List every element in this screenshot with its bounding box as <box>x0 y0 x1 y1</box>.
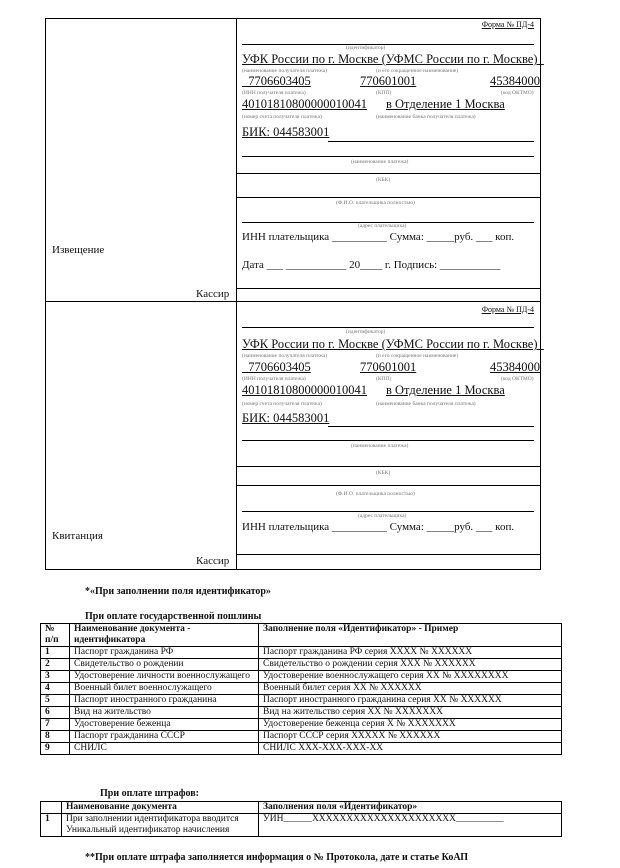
pd4-form <box>45 18 544 570</box>
cell: Вид на жительство серия XX № XXXXXXX <box>259 707 562 719</box>
notice-label: Извещение <box>52 244 105 256</box>
identifier-line <box>242 327 534 328</box>
recipient: УФК России по г. Москве (УФМС России по г. Москве)_ <box>242 52 544 66</box>
cell: 9 <box>41 743 70 755</box>
header-example: Заполнения поля «Идентификатор» <box>259 802 562 814</box>
cell: При заполнении идентификатора вводится Уникальный идентификатор начисления <box>62 814 259 837</box>
cell: 7 <box>41 719 70 731</box>
table-header <box>41 624 562 647</box>
caption-address: (адрес плательщика) <box>358 223 407 229</box>
table-header <box>41 802 562 814</box>
row-divider <box>236 466 540 467</box>
recipient-inn: _7706603405 <box>242 360 311 374</box>
cashier-label: Кассир <box>196 555 230 567</box>
cell: Удостоверение личности военнослужащего <box>70 671 259 683</box>
account-number: 40101810800000010041 <box>242 97 367 111</box>
cell: 5 <box>41 695 70 707</box>
table-row <box>41 814 562 837</box>
oktmo: 45384000 <box>490 74 540 88</box>
bank-name: в Отделение 1 Москва <box>386 383 505 397</box>
fines-table <box>40 801 562 837</box>
table-row <box>41 719 562 731</box>
caption-kbk: (КБК) <box>376 177 391 183</box>
caption-recipient: (наименование получателя платежа) <box>242 68 328 74</box>
header-example: Заполнение поля «Идентификатор» - Пример <box>259 624 562 647</box>
cell: Паспорт СССР серия XXXXX № XXXXXX <box>259 731 562 743</box>
caption-inn: (ИНН получателя платежа) <box>242 90 306 96</box>
cashier-label: Кассир <box>196 288 230 300</box>
recipient: УФК России по г. Москве (УФМС России по г. Москве)_ <box>242 337 544 351</box>
caption-oktmo: (код ОКТМО) <box>501 376 534 382</box>
caption-account: (номер счета получателя платежа) <box>242 114 322 120</box>
caption-kpp: (КПП) <box>376 376 392 382</box>
row-divider <box>236 173 540 174</box>
cell: 4 <box>41 683 70 695</box>
table-row <box>41 683 562 695</box>
caption-short-name: (и его сокращенное наименование) <box>376 353 459 359</box>
cell: 6 <box>41 707 70 719</box>
cell: Паспорт иностранного гражданина серия XX № XXXXXX <box>259 695 562 707</box>
caption-payment: (наименование платежа) <box>351 443 409 449</box>
oktmo: 45384000 <box>490 360 540 374</box>
footer-note: **При оплате штрафа заполняется информация о № Протокола, дате и статье КоАП <box>85 852 469 863</box>
row-divider <box>236 554 540 555</box>
table-row <box>41 695 562 707</box>
bik: БИК: 044583001 <box>242 125 330 139</box>
row-divider <box>236 485 540 486</box>
payer-inn-sum[interactable]: ИНН плательщика __________ Сумма: _____руб. ___ коп. <box>242 521 515 533</box>
divider <box>236 19 237 301</box>
caption-oktmo: (код ОКТМО) <box>501 90 534 96</box>
cell: Паспорт гражданина СССР <box>70 731 259 743</box>
header-number <box>41 802 62 814</box>
header-number: № п/п <box>41 624 70 647</box>
table-row <box>41 731 562 743</box>
cell: Паспорт гражданина РФ <box>70 647 259 659</box>
receipt-section <box>46 301 544 569</box>
recipient-kpp: 770601001 <box>360 74 417 88</box>
divider <box>236 301 237 569</box>
caption-short-name: (и его сокращенное наименование) <box>376 68 459 74</box>
identifier-line <box>242 44 534 45</box>
form-number: Форма № ПД-4 <box>481 20 534 29</box>
table-row <box>41 707 562 719</box>
receipt-label: Квитанция <box>52 530 103 542</box>
cell: СНИЛС XXX-XXX-XXX-XX <box>259 743 562 755</box>
cell: СНИЛС <box>70 743 259 755</box>
header-document: Наименование документа <box>62 802 259 814</box>
caption-fio: (Ф.И.О. плательщика полностью) <box>336 491 415 497</box>
caption-bank: (наименование банка получателя платежа) <box>376 114 476 120</box>
bik-line <box>328 141 534 142</box>
form-number: Форма № ПД-4 <box>481 305 534 314</box>
fines-title: При оплате штрафов: <box>100 788 200 799</box>
table-row <box>41 743 562 755</box>
date-signature[interactable]: Дата ___ ___________ 20____ г. Подпись: ___________ <box>242 259 501 271</box>
bank-name: в Отделение 1 Москва <box>386 97 505 111</box>
cell: Военный билет серия XX № XXXXXX <box>259 683 562 695</box>
cell: Удостоверение беженца серия X № XXXXXXX <box>259 719 562 731</box>
recipient-inn: _7706603405 <box>242 74 311 88</box>
caption-kpp: (КПП) <box>376 90 392 96</box>
header-document: Наименование документа - идентификатора <box>70 624 259 647</box>
table-row <box>41 671 562 683</box>
caption-inn: (ИНН получателя платежа) <box>242 376 306 382</box>
cell: Удостоверение беженца <box>70 719 259 731</box>
duty-table <box>40 623 562 755</box>
caption-recipient: (наименование получателя платежа) <box>242 353 328 359</box>
cell: 1 <box>41 647 70 659</box>
cell: УИН______XXXXXXXXXXXXXXXXXXXXX__________ <box>259 814 562 837</box>
cell: Военный билет военнослужащего <box>70 683 259 695</box>
cell: 1 <box>41 814 62 837</box>
bik: БИК: 044583001 <box>242 411 330 425</box>
table-row <box>41 647 562 659</box>
caption-address: (адрес плательщика) <box>358 513 407 519</box>
cell: 3 <box>41 671 70 683</box>
cell: Паспорт иностранного гражданина <box>70 695 259 707</box>
cell: Удостоверение военнослужащего серия XX № XXXXXXXX <box>259 671 562 683</box>
caption-identifier: (идентификатор) <box>346 329 386 335</box>
cell: Паспорт гражданина РФ серия XXXX № XXXXXX <box>259 647 562 659</box>
account-number: 40101810800000010041 <box>242 383 367 397</box>
cell: Вид на жительство <box>70 707 259 719</box>
caption-kbk: (КБК) <box>376 470 391 476</box>
recipient-kpp: 770601001 <box>360 360 417 374</box>
identifier-title: *«При заполнении поля идентификатор» <box>85 586 271 597</box>
duty-title: При оплате государственной пошлины <box>85 611 262 622</box>
bik-line <box>328 426 534 427</box>
cell: Свидетельство о рождении серия XXX № XXXXXX <box>259 659 562 671</box>
caption-payment: (наименование платежа) <box>351 159 409 165</box>
notice-section <box>46 19 544 302</box>
payment-name-line <box>242 156 534 157</box>
cell: Свидетельство о рождении <box>70 659 259 671</box>
row-divider <box>236 288 540 289</box>
table-row <box>41 659 562 671</box>
cell: 8 <box>41 731 70 743</box>
row-divider <box>236 197 540 198</box>
payment-name-line <box>242 440 534 441</box>
address-line <box>242 511 534 512</box>
cell: 2 <box>41 659 70 671</box>
caption-bank: (наименование банка получателя платежа) <box>376 401 476 407</box>
payer-inn-sum[interactable]: ИНН плательщика __________ Сумма: _____руб. ___ коп. <box>242 231 515 243</box>
caption-account: (номер счета получателя платежа) <box>242 401 322 407</box>
caption-fio: (Ф.И.О. плательщика полностью) <box>336 200 415 206</box>
caption-identifier: (идентификатор) <box>346 45 386 51</box>
